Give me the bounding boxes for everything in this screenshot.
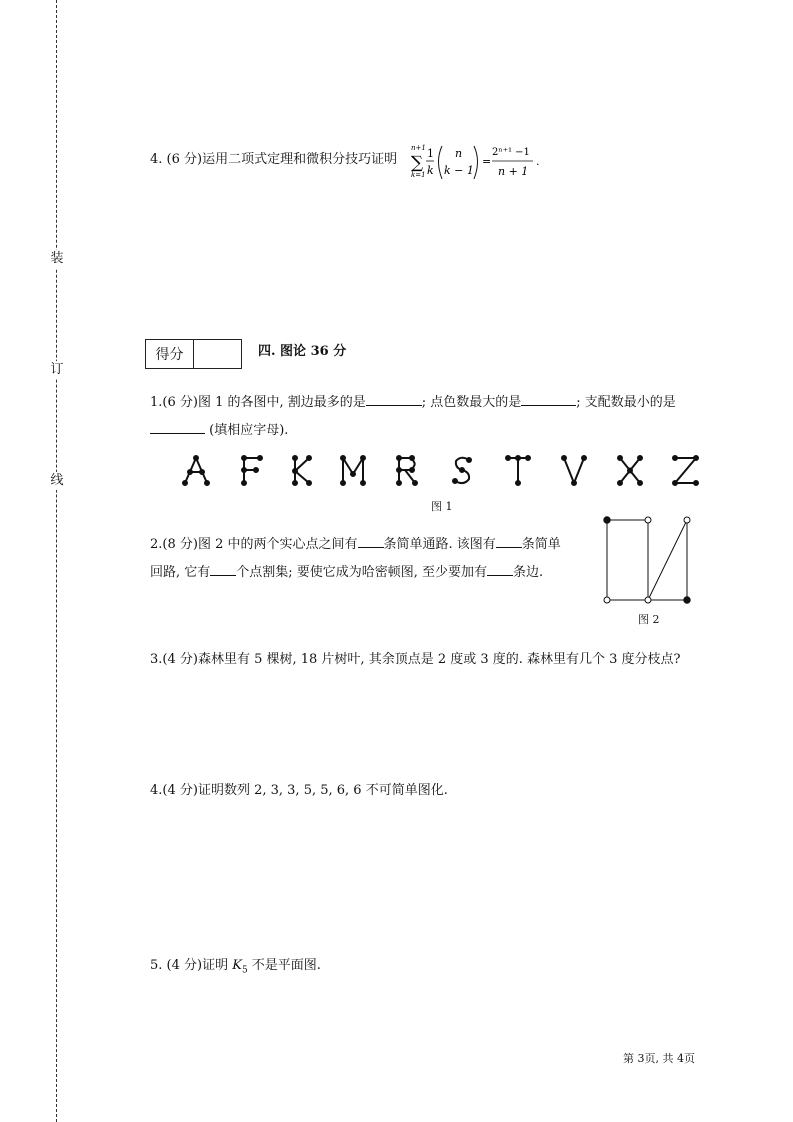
- sum-upper: n+1: [411, 144, 426, 152]
- question-2-line-1: [150, 535, 561, 554]
- q2-text-3: 条简单: [521, 537, 561, 552]
- rhs-numerator: 2ⁿ⁺¹ −1: [492, 147, 530, 158]
- question-1-line-1: [150, 393, 676, 412]
- q2-text-2: 条简单通路. 该图有: [383, 537, 496, 552]
- q1-blank-3[interactable]: [150, 421, 205, 434]
- frac-numerator: 1: [427, 147, 434, 160]
- question-2-line-2: [150, 563, 543, 582]
- figure-2-caption: 图 2: [638, 613, 660, 626]
- graph-letter-z: [673, 456, 698, 485]
- solid-vertex-top-left: [604, 517, 610, 523]
- frac-denominator: k: [427, 164, 434, 177]
- vertex-top-middle: [645, 517, 651, 523]
- question-4-previous: 4. (6 分)运用二项式定理和微积分技巧证明: [150, 152, 398, 167]
- q1-text-3: ; 支配数最小的是: [576, 395, 676, 410]
- solid-vertex-bottom-right: [684, 597, 690, 603]
- q2-blank-4[interactable]: [487, 563, 513, 576]
- figure-1-letter-graphs: [175, 452, 710, 490]
- q1-blank-2[interactable]: [521, 393, 576, 406]
- q1-text-1: 1.(6 分)图 1 的各图中, 割边最多的是: [150, 395, 366, 410]
- q2-blank-2[interactable]: [496, 535, 522, 548]
- binom-top: n: [455, 147, 463, 160]
- sum-lower: k=1: [411, 171, 426, 179]
- q5-suffix: 不是平面图.: [247, 958, 321, 973]
- vertex-bottom-left: [604, 597, 610, 603]
- binding-char-xian: 线: [50, 473, 64, 488]
- graph-letter-r: [397, 456, 417, 485]
- q5-k: K: [232, 958, 242, 973]
- graph-letter-f: [242, 456, 262, 485]
- q5-prefix: 5. (4 分)证明: [150, 958, 233, 973]
- question-1-line-2: [150, 421, 288, 440]
- q2-text-6: 条边.: [513, 565, 544, 580]
- graph-letter-s: [453, 458, 471, 483]
- q2-text-1: 2.(8 分)图 2 中的两个实心点之间有: [150, 537, 358, 552]
- graph-letter-k: [293, 456, 311, 485]
- score-cell: [194, 340, 241, 368]
- q5-subscript: 5: [241, 965, 248, 976]
- figure-1-caption: 图 1: [431, 500, 453, 513]
- binom-bottom: k − 1: [444, 164, 474, 177]
- equals-sign: =: [482, 155, 492, 168]
- question-5: [150, 957, 321, 980]
- q1-blank-1[interactable]: [366, 393, 422, 406]
- q2-text-4: 回路, 它有: [150, 565, 211, 580]
- vertex-top-right: [684, 517, 690, 523]
- formula-period: .: [536, 155, 540, 168]
- graph-letter-v: [562, 456, 586, 485]
- q2-blank-3[interactable]: [210, 563, 236, 576]
- binomial-formula: [410, 143, 545, 183]
- q1-text-4: (填相应字母).: [209, 423, 289, 438]
- q1-text-2: ; 点色数最大的是: [421, 395, 522, 410]
- question-4: 4.(4 分)证明数列 2, 3, 3, 5, 5, 6, 6 不可简单图化.: [150, 783, 448, 798]
- score-box: [145, 339, 242, 369]
- question-3: 3.(4 分)森林里有 5 棵树, 18 片树叶, 其余顶点是 2 度或 3 度的. 森林里有几个 3 度分枝点?: [150, 652, 681, 667]
- graph-letter-t: [506, 456, 530, 485]
- q2-blank-1[interactable]: [358, 535, 384, 548]
- graph-letter-x: [618, 456, 642, 485]
- vertex-bottom-middle: [645, 597, 651, 603]
- sum-symbol: ∑: [411, 153, 424, 173]
- graph-letter-a: [183, 456, 209, 485]
- page-footer: 第 3页, 共 4页: [623, 1052, 695, 1065]
- score-label: 得分: [146, 340, 194, 368]
- rhs-denominator: n + 1: [498, 165, 529, 178]
- binding-char-zhuang: 装: [50, 251, 64, 266]
- graph-letter-m: [341, 456, 365, 485]
- binding-dashed-line: [56, 0, 57, 1122]
- binding-char-ding: 订: [50, 362, 64, 377]
- q2-text-5: 个点割集; 要使它成为哈密顿图, 至少要加有: [236, 565, 488, 580]
- section-title: 四. 图论 36 分: [258, 344, 347, 359]
- figure-2-graph: [600, 513, 696, 607]
